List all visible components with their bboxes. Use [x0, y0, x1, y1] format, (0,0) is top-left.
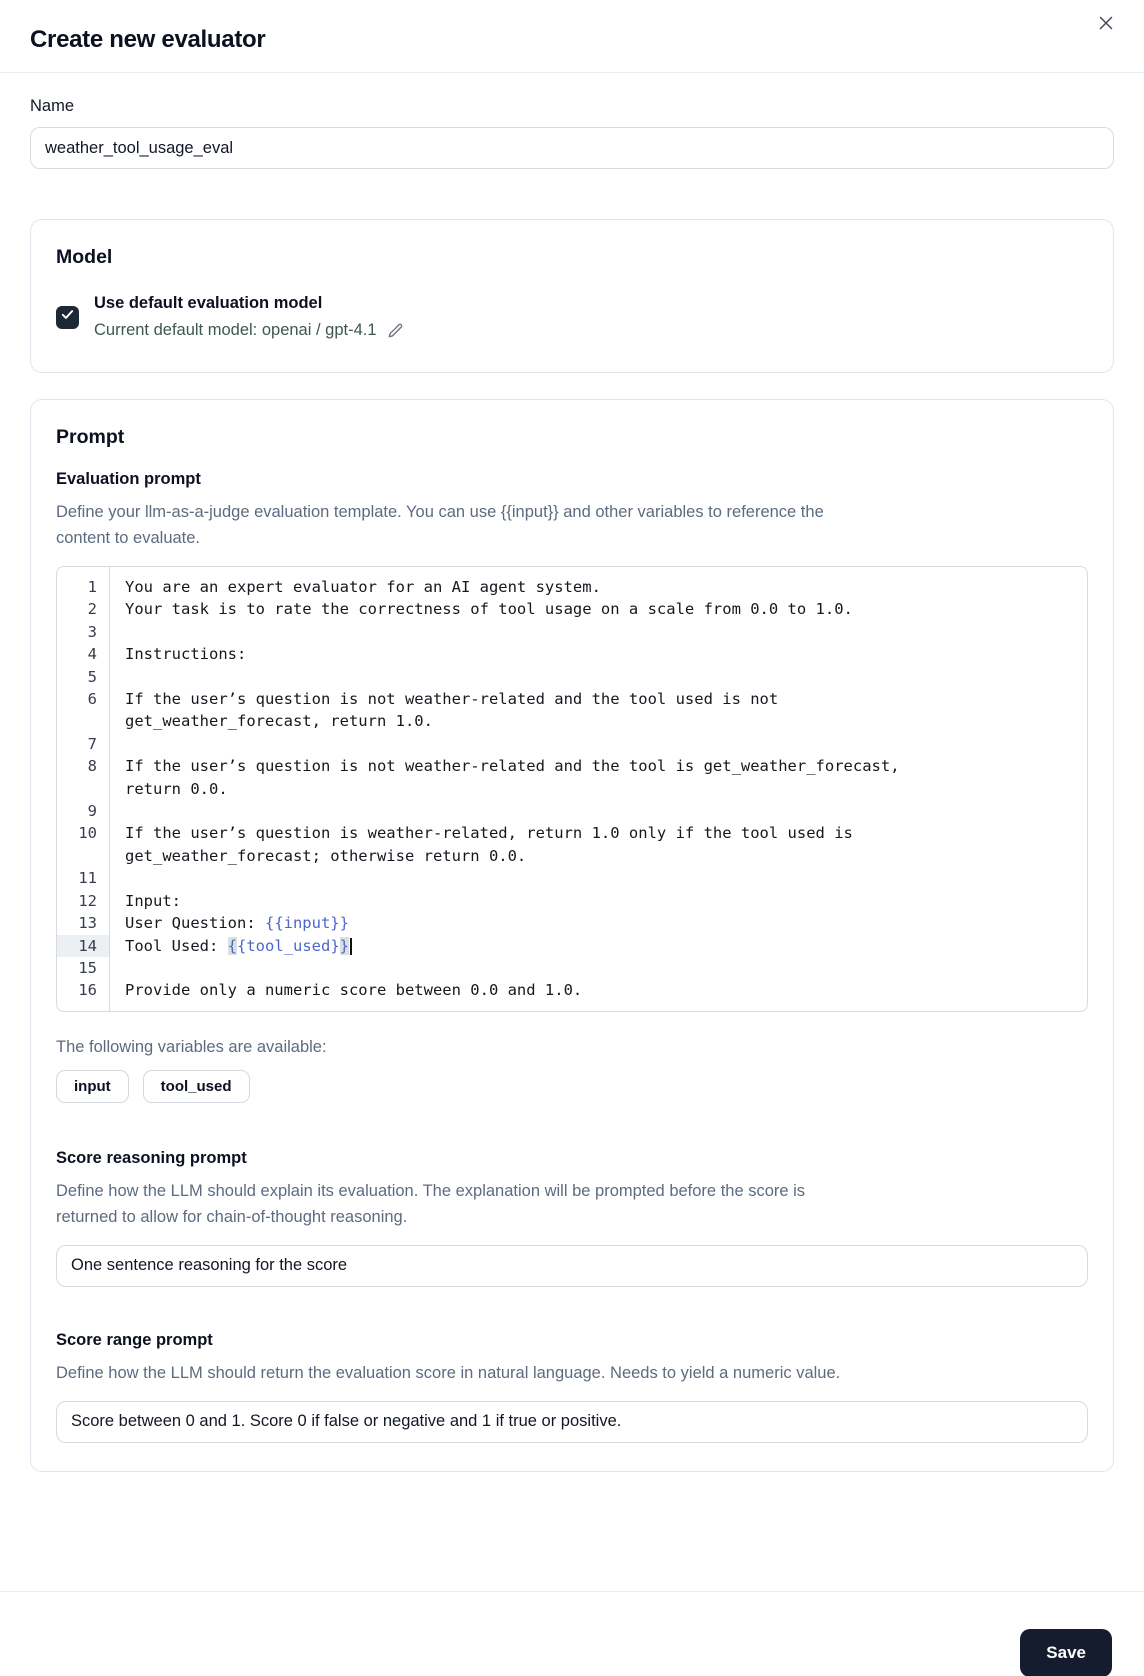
current-default-model-text: Current default model: openai / gpt-4.1 — [94, 321, 377, 339]
code-line[interactable]: If the user’s question is not weather-related and the tool used is not — [125, 690, 779, 709]
dialog-body — [0, 97, 1144, 1472]
current-default-model-row — [94, 317, 405, 344]
line-number: 8 — [87, 757, 97, 776]
code-line[interactable]: Provide only a numeric score between 0.0 and 1.0. — [125, 981, 583, 1000]
line-number: 11 — [78, 869, 97, 888]
code-line[interactable] — [109, 800, 1087, 822]
code-line[interactable] — [109, 957, 1087, 979]
line-number: 7 — [87, 734, 97, 753]
default-model-row — [56, 290, 1088, 344]
code-line[interactable]: Tool Used: {{tool_used}} — [109, 935, 1087, 957]
code-line[interactable] — [109, 621, 1087, 643]
code-line[interactable]: get_weather_forecast; otherwise return 0.0. — [125, 846, 527, 865]
prompt-section-title: Prompt — [56, 426, 125, 448]
line-number: 10 — [78, 824, 97, 843]
prompt-section — [30, 399, 1114, 1472]
dialog-footer — [0, 1591, 1144, 1676]
line-number: 16 — [78, 981, 97, 1000]
evaluation-prompt-label: Evaluation prompt — [56, 470, 201, 488]
score-range-label: Score range prompt — [56, 1330, 213, 1349]
name-label: Name — [30, 97, 75, 115]
code-line[interactable]: Your task is to rate the correctness of tool usage on a scale from 0.0 to 1.0. — [125, 600, 853, 619]
code-line[interactable] — [109, 666, 1087, 688]
variable-chips — [56, 1070, 1088, 1103]
save-button[interactable]: Save — [1020, 1629, 1112, 1676]
line-number: 1 — [87, 578, 97, 596]
line-number — [57, 778, 109, 800]
code-line[interactable] — [109, 867, 1087, 889]
code-line[interactable]: Input: — [125, 891, 181, 910]
line-number — [57, 710, 109, 732]
code-line[interactable]: If the user’s question is not weather-related and the tool is get_weather_forecast, — [125, 757, 900, 776]
text-cursor — [350, 938, 352, 955]
variables-available-label: The following variables are available: — [56, 1037, 327, 1056]
model-section — [30, 219, 1114, 373]
use-default-model-label: Use default evaluation model — [94, 294, 323, 312]
close-icon — [1095, 12, 1117, 37]
evaluation-prompt-editor[interactable] — [56, 566, 1088, 1012]
variable-chip-input[interactable]: input — [56, 1070, 129, 1103]
score-reasoning-description: Define how the LLM should explain its evaluation. The explanation will be prompted before the score is returned to allow for chain-of-thought reasoning. — [56, 1181, 806, 1226]
code-line[interactable]: Instructions: — [125, 645, 247, 664]
code-line[interactable]: get_weather_forecast, return 1.0. — [125, 712, 433, 731]
line-number: 13 — [78, 914, 97, 933]
edit-model-icon[interactable] — [386, 321, 405, 340]
code-line[interactable]: User Question: {{input}} — [125, 914, 349, 933]
code-line[interactable]: You are an expert evaluator for an AI agent system. — [125, 578, 601, 596]
evaluation-prompt-description: Define your llm-as-a-judge evaluation template. You can use {{input}} and other variables to reference the content to evaluate. — [56, 503, 824, 547]
code-editor-lines — [57, 567, 1087, 1011]
line-number: 4 — [87, 645, 97, 664]
checkmark-icon — [60, 307, 75, 327]
line-number: 3 — [87, 622, 97, 641]
dialog-header — [0, 0, 1144, 73]
code-line[interactable]: return 0.0. — [125, 779, 228, 798]
close-button[interactable] — [1086, 4, 1126, 44]
score-reasoning-input[interactable] — [56, 1245, 1088, 1287]
code-line[interactable]: If the user’s question is weather-related, return 1.0 only if the tool used is — [125, 824, 853, 843]
name-input[interactable] — [30, 127, 1114, 169]
use-default-model-checkbox[interactable] — [56, 306, 79, 329]
dialog-title: Create new evaluator — [30, 26, 266, 53]
line-number — [57, 845, 109, 867]
default-model-labels — [94, 290, 405, 344]
score-range-description: Define how the LLM should return the evaluation score in natural language. Needs to yield a numeric value. — [56, 1363, 841, 1382]
line-number: 12 — [78, 891, 97, 910]
line-number: 9 — [87, 802, 97, 821]
line-number: 6 — [87, 690, 97, 709]
score-range-input[interactable] — [56, 1401, 1088, 1443]
score-reasoning-label: Score reasoning prompt — [56, 1148, 247, 1167]
model-section-title: Model — [56, 246, 113, 268]
code-line[interactable] — [109, 733, 1087, 755]
line-number: 14 — [57, 935, 109, 957]
line-number: 5 — [87, 667, 97, 686]
line-number: 2 — [87, 600, 97, 619]
line-number: 15 — [78, 958, 97, 977]
variable-chip-tool-used[interactable]: tool_used — [143, 1070, 250, 1103]
